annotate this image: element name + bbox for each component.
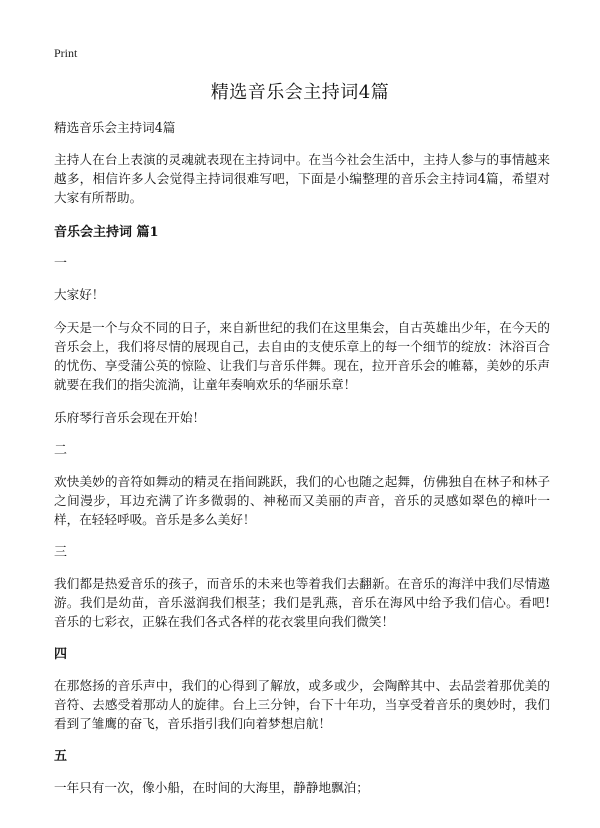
print-link[interactable]: Print xyxy=(54,46,78,60)
part-numeral: 四 xyxy=(54,647,68,662)
section-heading: 音乐会主持词 篇1 xyxy=(54,225,159,240)
paragraph: 在那悠扬的音乐声中，我们的心得到了解放，或多或少，会陶醉其中、去品尝着那优美的音符、去感受着那动人的旋律。台上三分钟，台下十年功，当享受着音乐的奥妙时，我们看到了雏鹰的奋飞，音乐指引我们向着梦想启航！ xyxy=(54,678,550,731)
part-2 xyxy=(54,441,550,529)
part-5 xyxy=(54,747,550,797)
part-numeral: 二 xyxy=(54,443,68,458)
part-4 xyxy=(54,645,550,733)
paragraph: 我们都是热爱音乐的孩子，而音乐的未来也等着我们去翻新。在音乐的海洋中我们尽情遨游。我们是幼苗，音乐滋润我们根茎；我们是乳燕，音乐在海风中给予我们信心。看吧!音乐的七彩衣，正躲在我们各式各样的花衣裳里向我们微笑！ xyxy=(54,576,550,629)
subtitle: 精选音乐会主持词4篇 xyxy=(54,120,176,135)
paragraph: 一年只有一次，像小船，在时间的大海里，静静地飘泊； xyxy=(54,780,369,795)
document-body xyxy=(54,118,550,811)
intro-paragraph: 主持人在台上表演的灵魂就表现在主持词中。在当今社会生活中，主持人参与的事情越来越多，相信许多人会觉得主持词很难写吧，下面是小编整理的音乐会主持词4篇，希望对大家有所帮助。 xyxy=(54,152,550,205)
paragraph: 今天是一个与众不同的日子，来自新世纪的我们在这里集会，自古英雄出少年，在今天的音乐会上，我们将尽情的展现自己，去自由的支使乐章上的每一个细节的绽放：沐浴百合的忧伤、享受蒲公英的惊险、让我们与音乐伴舞。现在，拉开音乐会的帷幕，美妙的乐声就要在我们的指尖流淌，让童年奏响欢乐的华丽乐章！ xyxy=(54,320,550,392)
paragraph: 大家好！ xyxy=(54,287,105,302)
document-title: 精选音乐会主持词4篇 xyxy=(210,82,390,103)
part-3 xyxy=(54,543,550,631)
part-numeral: 三 xyxy=(54,545,68,560)
paragraph: 乐府琴行音乐会现在开始！ xyxy=(54,410,206,425)
part-numeral: 一 xyxy=(54,256,68,271)
paragraph: 欢快美妙的音符如舞动的精灵在指间跳跃，我们的心也随之起舞，仿佛独自在林子和林子之间漫步，耳边充满了许多微弱的、神秘而又美丽的声音，音乐的灵感如翠色的樟叶一样，在轻轻呼吸。音乐是多么美好！ xyxy=(54,474,550,527)
part-numeral: 五 xyxy=(54,749,68,764)
part-1 xyxy=(54,254,550,427)
